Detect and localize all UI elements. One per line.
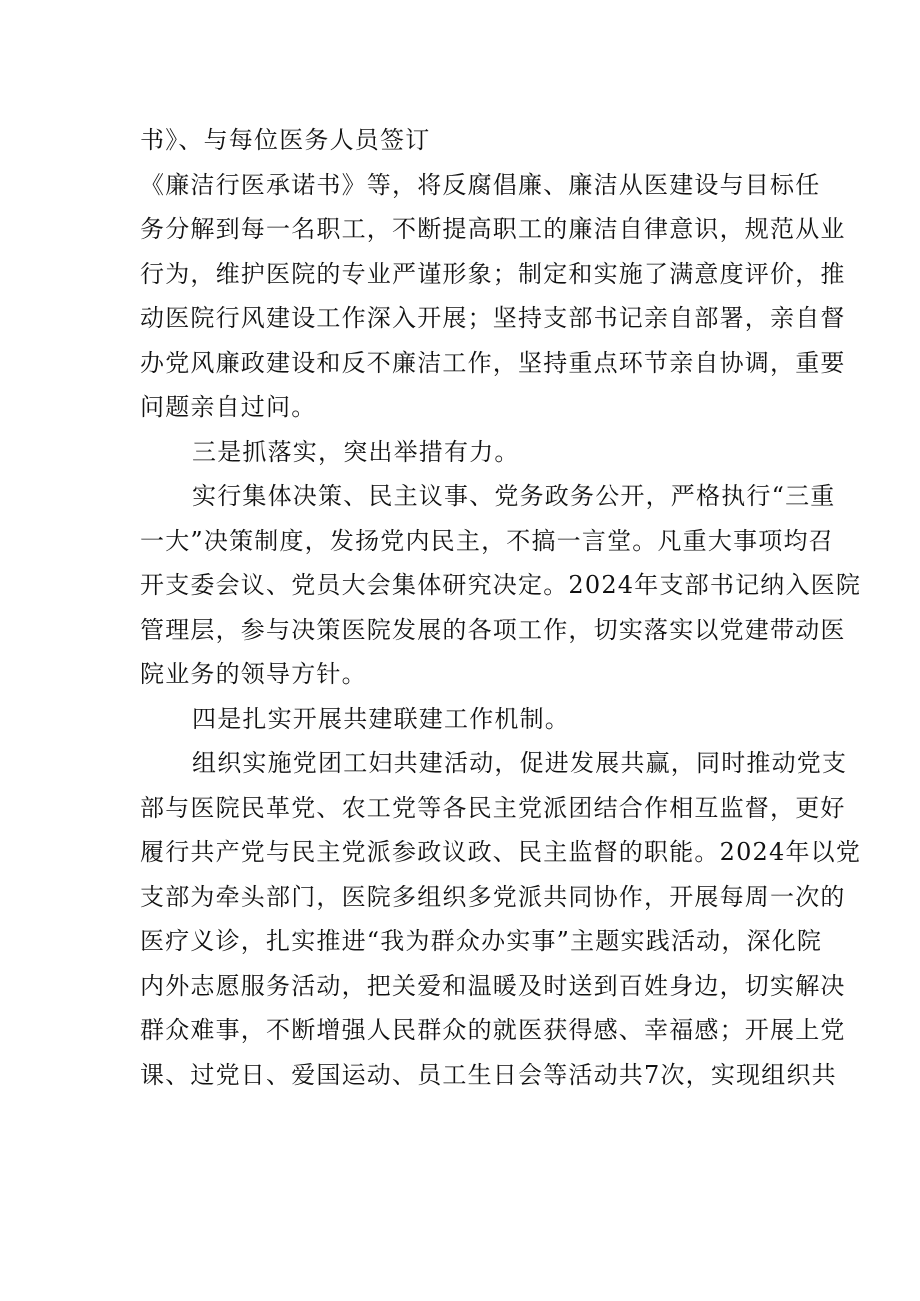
- text-line: 动医院行风建设工作深入开展；坚持支部书记亲自部署，亲自督: [140, 304, 846, 332]
- text-line: 履行共产党与民主党派参政议政、民主监督的职能。2024年以党: [140, 838, 862, 866]
- text-line: 支部为牵头部门，医院多组织多党派共同协作，开展每周一次的: [140, 882, 846, 911]
- text-line: 管理层，参与决策医院发展的各项工作，切实落实以党建带动医: [140, 615, 846, 644]
- text-line: 书》、与每位医务人员签订: [140, 126, 431, 154]
- section-heading: 三是抓落实，突出举措有力。: [192, 437, 520, 466]
- text-line: 问题亲自过问。: [140, 393, 317, 421]
- text-line: 《廉洁行医承诺书》等，将反腐倡廉、廉洁从医建设与目标任: [140, 170, 821, 199]
- text-line: 群众难事，不断增强人民群众的就医获得感、幸福感；开展上党: [140, 1016, 846, 1044]
- text-line: 行为，维护医院的专业严谨形象；制定和实施了满意度评价，推: [140, 259, 846, 288]
- text-line: 部与医院民革党、农工党等各民主党派团结合作相互监督，更好: [140, 793, 846, 822]
- text-line: 院业务的领导方针。: [140, 660, 367, 688]
- text-line: 实行集体决策、民主议事、党务政务公开，严格执行“三重: [192, 482, 836, 510]
- text-line: 务分解到每一名职工，不断提高职工的廉洁自律意识，规范从业: [140, 215, 846, 243]
- text-line: 办党风廉政建设和反不廉洁工作，坚持重点环节亲自协调，重要: [140, 348, 846, 377]
- body-text: [140, 118, 862, 1097]
- text-line: 医疗义诊，扎实推进“我为群众办实事”主题实践活动，深化院: [140, 927, 823, 955]
- text-line: 课、过党日、爱国运动、员工生日会等活动共7次，实现组织共: [140, 1060, 837, 1089]
- text-line: 组织实施党团工妇共建活动，促进发展共赢，同时推动党支: [192, 749, 848, 777]
- text-line: 内外志愿服务活动，把关爱和温暖及时送到百姓身边，切实解决: [140, 971, 846, 1000]
- text-line: 一大”决策制度，发扬党内民主，不搞一言堂。凡重大事项均召: [140, 526, 834, 555]
- section-heading: 四是扎实开展共建联建工作机制。: [192, 704, 570, 733]
- text-line: 开支委会议、党员大会集体研究决定。2024年支部书记纳入医院: [140, 571, 862, 599]
